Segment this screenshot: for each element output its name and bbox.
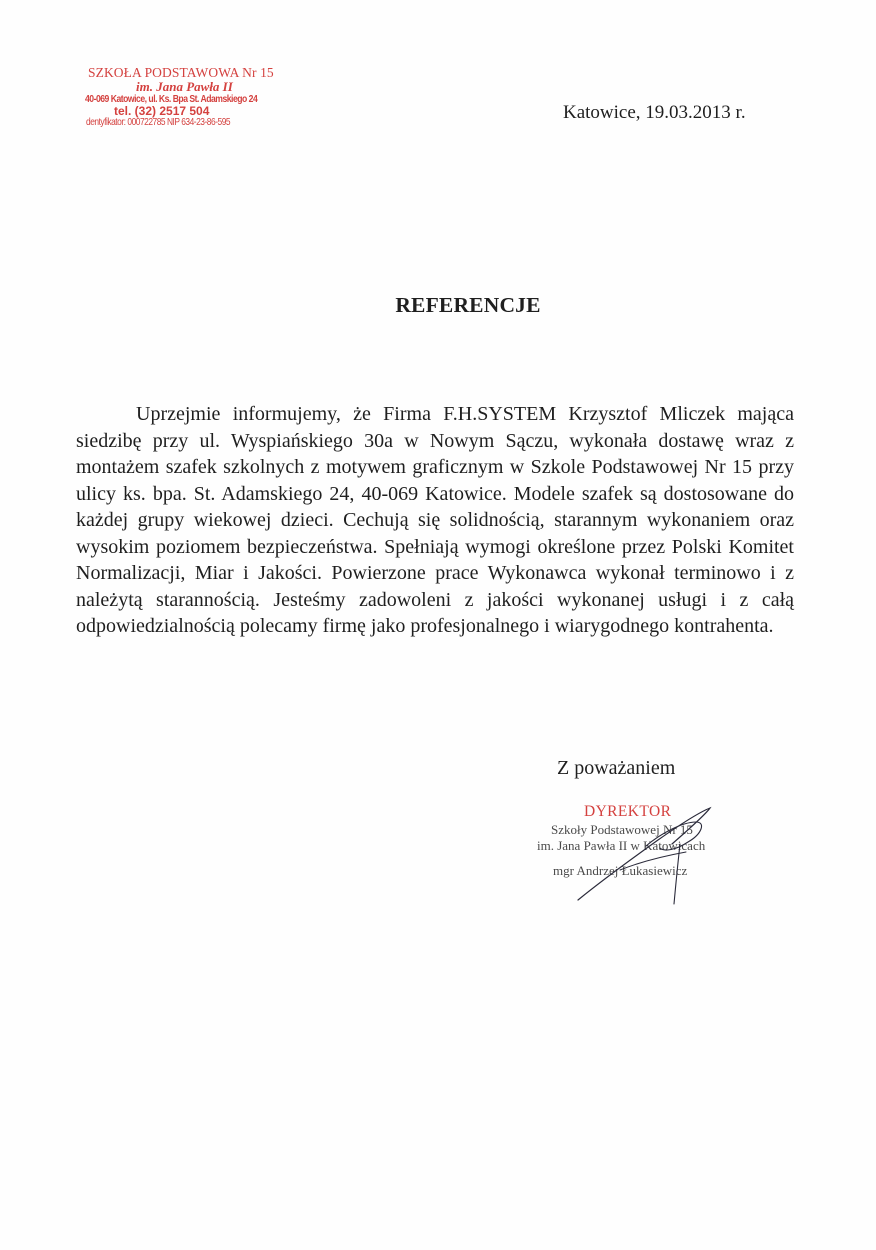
stamp-identifiers: dentyfikator: 000722785 NIP 634-23-86-595 <box>86 116 231 129</box>
document-title: REFERENCJE <box>395 293 541 317</box>
stamp-phone: tel. (32) 2517 504 <box>114 103 210 118</box>
stamp-address: 40-069 Katowice, ul. Ks. Bpa St. Adamskiego 24 <box>85 92 258 105</box>
body-paragraph: Uprzejmie informujemy, że Firma F.H.SYSTEM Krzysztof Mliczek mająca siedzibę przy ul. Wyspiańskiego 30a w Nowym Sączu, wykonała dostawę wraz z montażem szafek szkolnych z motywem graficznym w Szkole Podstawowej Nr 15 przy ulicy ks. bpa. St. Adamskiego 24, 40-069 Katowice. Modele szafek są dostosowane do każdej grupy wiekowej dzieci. Cechują się solidnością, starannym wykonaniem oraz wysokim poziomem bezpieczeństwa. Spełniają wymogi określone przez Polski Komitet Normalizacji, Miar i Jakości. Powierzone prace Wykonawca wykonał terminowo i z należytą starannością. Jesteśmy zadowoleni z jakości wykonanej usługi i z całą odpowiedzialnością polecamy firmę jako profesjonalnego i wiarygodnego kontrahenta. <box>76 403 794 637</box>
stamp-school-name: SZKOŁA PODSTAWOWA Nr 15 <box>88 65 274 80</box>
director-name: mgr Andrzej Łukasiewicz <box>553 863 688 878</box>
document-title-row <box>0 293 876 318</box>
director-patron: im. Jana Pawła II w Katowicach <box>537 838 706 853</box>
place-and-date: Katowice, 19.03.2013 r. <box>563 102 746 123</box>
director-stamp <box>537 803 767 879</box>
director-school: Szkoły Podstawowej Nr 15 <box>551 822 693 837</box>
stamp-patron: im. Jana Pawła II <box>136 79 233 95</box>
school-stamp <box>85 65 298 129</box>
director-title: DYREKTOR <box>584 803 672 820</box>
closing-salutation: Z poważaniem <box>557 757 676 779</box>
